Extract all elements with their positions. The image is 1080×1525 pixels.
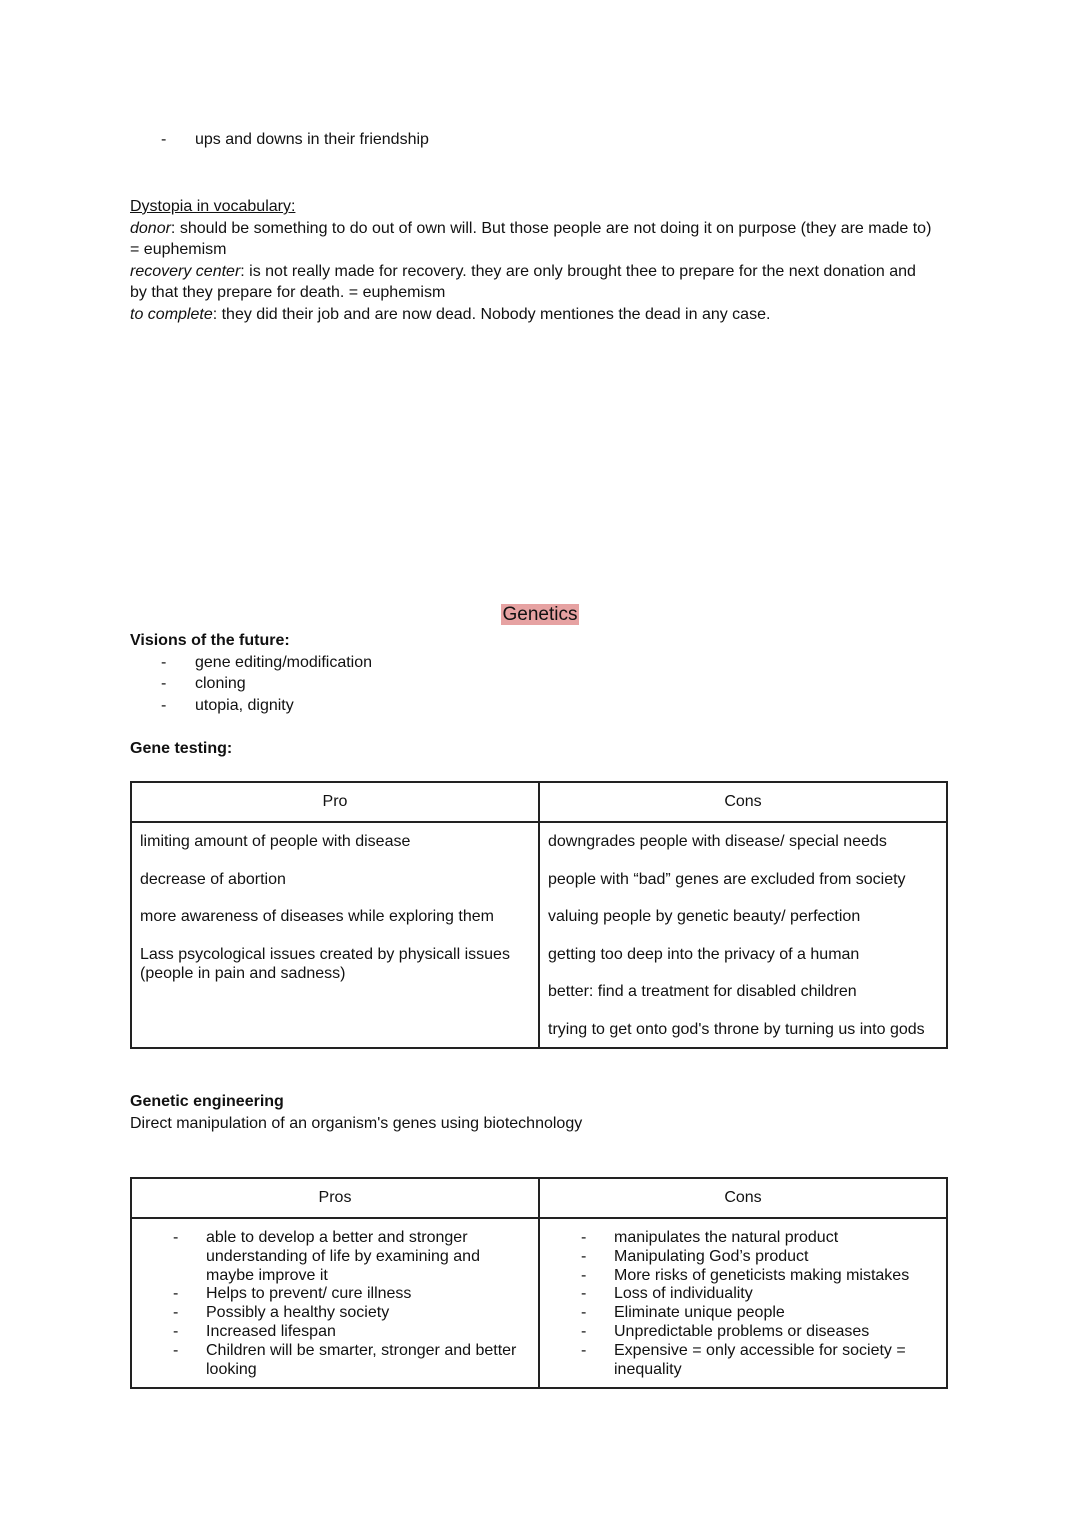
- ge-pro-item: - Increased lifespan: [173, 1322, 336, 1340]
- recovery-term: recovery center: [130, 262, 241, 280]
- bullet-dash: -: [161, 131, 167, 148]
- gene-testing-cons-cell: [539, 822, 947, 1048]
- donor-term: donor: [130, 219, 171, 237]
- ge-con-item: - Loss of individuality: [581, 1285, 753, 1303]
- ge-con-item: - manipulates the natural product: [581, 1229, 839, 1246]
- ge-con-text: Eliminate unique people: [614, 1304, 785, 1322]
- visions-item: - gene editing/modification: [130, 652, 372, 674]
- visions-item: - cloning: [130, 673, 372, 695]
- genetic-engineering-definition: Direct manipulation of an organism's genes using biotechnology: [130, 1114, 583, 1132]
- ge-con-item: - Manipulating God’s product: [581, 1247, 809, 1265]
- donor-text-2: = euphemism: [130, 241, 227, 258]
- visions-item-text: utopia, dignity: [195, 696, 294, 714]
- recovery-text-2: by that they prepare for death. = euphemism: [130, 284, 446, 301]
- ge-con-text: Manipulating God’s product: [614, 1247, 809, 1265]
- ge-pro-text: Helps to prevent/ cure illness: [206, 1285, 412, 1303]
- pro-item: Lass psycological issues created by physicall issues: [140, 945, 510, 963]
- ge-pro-item: - Children will be smarter, stronger and better looking: [132, 1342, 530, 1380]
- con-item: downgrades people with disease/ special needs: [548, 833, 887, 850]
- pro-item: (people in pain and sadness): [140, 964, 346, 982]
- genetic-engineering-section: [130, 1091, 582, 1134]
- ge-pro-item: - able to develop a better and stronger understanding of life by examining and maybe improve it: [132, 1229, 530, 1285]
- visions-section: [130, 630, 372, 716]
- gene-testing-pros-cell: [131, 822, 539, 1048]
- con-item: people with “bad” genes are excluded from society: [548, 870, 906, 888]
- ge-cons-cell: [539, 1218, 947, 1388]
- complete-term: to complete: [130, 305, 213, 323]
- donor-text: : should be something to do out of own will. But those people are not doing it on purpose (they are made to): [170, 219, 932, 237]
- visions-item-text: cloning: [195, 675, 246, 692]
- ge-pros-cell: [131, 1218, 539, 1388]
- ge-con-text: More risks of geneticists making mistakes: [614, 1266, 910, 1284]
- ge-pro-item: - Helps to prevent/ cure illness: [173, 1285, 412, 1303]
- gene-testing-cons-header: Cons: [539, 782, 947, 822]
- recovery-text: : is not really made for recovery. they are only brought thee to prepare for the next donation and: [240, 262, 916, 280]
- pro-item: limiting amount of people with disease: [140, 833, 411, 850]
- genetic-engineering-table: [130, 1177, 948, 1389]
- ge-pro-text: Increased lifespan: [206, 1322, 336, 1340]
- ge-con-text: Loss of individuality: [614, 1285, 753, 1303]
- ge-con-item: - More risks of geneticists making mistakes: [581, 1266, 910, 1284]
- con-item: getting too deep into the privacy of a human: [548, 945, 860, 963]
- con-item: trying to get onto god's throne by turning us into gods: [548, 1020, 925, 1038]
- ge-con-item: - Eliminate unique people: [581, 1304, 785, 1322]
- pro-item: more awareness of diseases while exploring them: [140, 908, 494, 925]
- complete-text: : they did their job and are now dead. Nobody mentiones the dead in any case.: [212, 305, 771, 323]
- ge-con-item: - Expensive = only accessible for society = inequality: [540, 1342, 938, 1380]
- ge-pro-text: Possibly a healthy society: [206, 1304, 390, 1322]
- visions-item-text: gene editing/modification: [195, 653, 373, 671]
- ge-con-text: Unpredictable problems or diseases: [614, 1322, 870, 1340]
- genetics-title: Genetics: [502, 604, 578, 625]
- ge-con-item: - Unpredictable problems or diseases: [581, 1322, 870, 1340]
- intro-bullet: [130, 129, 429, 151]
- ge-pros-header: Pros: [131, 1178, 539, 1218]
- ge-con-text: manipulates the natural product: [614, 1229, 839, 1246]
- vocab-complete: [130, 304, 960, 326]
- vocab-donor: [130, 218, 960, 240]
- ge-pro-text: Children will be smarter, stronger and better looking: [206, 1341, 517, 1378]
- con-item: better: find a treatment for disabled children: [548, 983, 857, 1000]
- gene-testing-heading: Gene testing:: [130, 740, 233, 757]
- visions-heading: Visions of the future:: [130, 632, 290, 649]
- vocab-section: [130, 196, 960, 325]
- vocab-heading: Dystopia in vocabulary:: [130, 198, 296, 215]
- genetics-title-wrap: [0, 604, 1080, 626]
- genetic-engineering-heading: Genetic engineering: [130, 1093, 284, 1110]
- gene-testing-table: [130, 781, 948, 1049]
- ge-pro-text: able to develop a better and stronger understanding of life by examining and maybe improve it: [206, 1229, 480, 1284]
- gene-testing-pro-header: Pro: [131, 782, 539, 822]
- intro-bullet-text: ups and downs in their friendship: [195, 131, 429, 148]
- pro-item: decrease of abortion: [140, 870, 286, 888]
- ge-pro-item: - Possibly a healthy society: [173, 1304, 390, 1322]
- ge-con-text: Expensive = only accessible for society = inequality: [614, 1341, 906, 1378]
- visions-item: - utopia, dignity: [130, 695, 372, 717]
- vocab-recovery: [130, 261, 960, 283]
- ge-cons-header: Cons: [539, 1178, 947, 1218]
- con-item: valuing people by genetic beauty/ perfection: [548, 908, 861, 925]
